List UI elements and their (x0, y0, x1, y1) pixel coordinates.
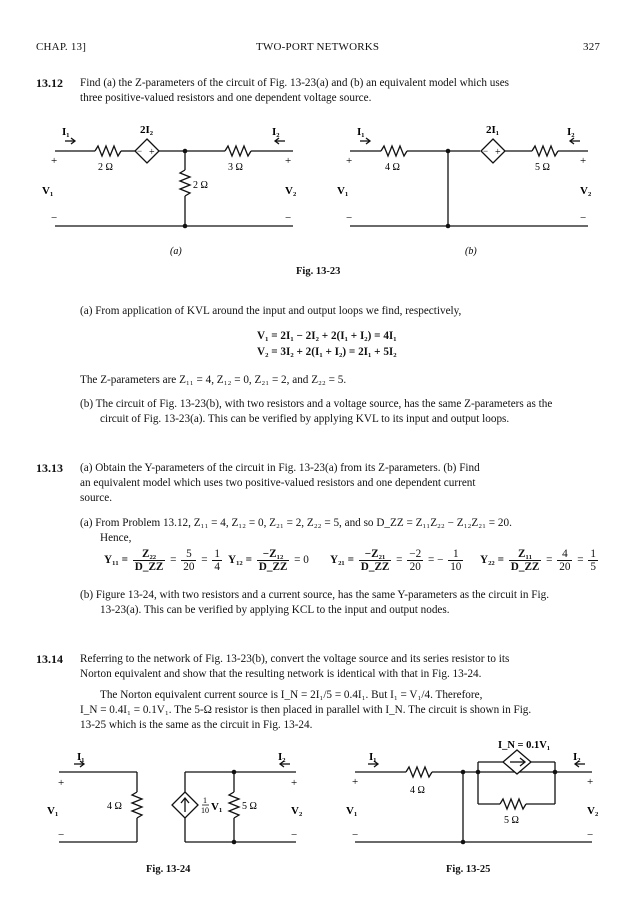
label-V2: V₂ (580, 185, 592, 197)
y22-r1-den: 20 (559, 561, 571, 573)
label-V1: V₁ (47, 805, 59, 817)
y11-den: D_ZZ (134, 561, 164, 573)
problem-13-13-text-line2: an equivalent model which uses two positive-valued resistors and one dependent current (80, 477, 476, 489)
figure-13-25-circuit (340, 740, 612, 862)
ccs-coefficient-den: 10 (201, 806, 209, 815)
problem-13-12-part-b-line2: circuit of Fig. 13-23(a). This can be verified by applying KVL to its input and output loops. (100, 413, 510, 425)
problem-13-14-body-line3: 13-25 which is the same as the circuit in Fig. 13-24. (80, 719, 313, 731)
y21-equation: Y₂₁ = $\frac{\text{−Z₂₁}}{D\_ZZ}$ = $\frac{-2}{20}$ = − $\frac{1}{10}$ (330, 548, 462, 573)
label-I1: I₁ (62, 126, 70, 138)
z-parameters-result: The Z-parameters are Z₁₁ = 4, Z₁₂ = 0, Z₂₁ = 2, and Z₂₂ = 5. (80, 374, 347, 386)
label-V2: V₂ (587, 805, 599, 817)
y22-r1-num: 4 (557, 548, 572, 561)
y22-r2-num: 1 (590, 548, 596, 560)
y22-den: D_ZZ (510, 561, 540, 573)
label-V2: V₂ (291, 805, 303, 817)
resistor-label-4ohm: 4 Ω (385, 162, 400, 173)
port2-minus: − (580, 212, 587, 224)
resistor-label-3ohm: 3 Ω (228, 162, 243, 173)
problem-13-14-body-line2: I_N = 0.4I₁ = 0.1V₁. The 5-Ω resistor is then placed in parallel with I_N. The circuit is shown in Fig. (80, 704, 532, 716)
label-V2: V₂ (285, 185, 297, 197)
running-title: TWO-PORT NETWORKS (256, 41, 380, 53)
y12-num: −Z₁₂ (257, 548, 290, 561)
problem-13-12-part-b-line1: (b) The circuit of Fig. 13-23(b), with two resistors and a voltage source, has the same Z-parameters as the (80, 398, 553, 410)
source-minus: − (483, 146, 489, 156)
y21-den: D_ZZ (360, 561, 390, 573)
ccs-control-variable: V₁ (211, 801, 223, 813)
subfigure-label-b: (b) (465, 246, 477, 257)
resistor-label-5ohm: 5 Ω (535, 162, 550, 173)
dependent-source-label: 2I₁ (486, 124, 500, 136)
dependent-source-label: 2I₂ (140, 124, 154, 136)
figure-13-24-circuit (44, 752, 316, 862)
y21-num: −Z₂₁ (359, 548, 392, 561)
kvl-equation-1: V₁ = 2I₁ − 2I₂ + 2(I₁ + I₂) = 4I₁ (257, 330, 397, 342)
source-plus: + (149, 147, 155, 158)
port1-plus: + (51, 155, 58, 167)
problem-13-13-text-line3: source. (80, 492, 112, 504)
y21-minus: = − (427, 554, 444, 567)
port2-minus: − (291, 829, 298, 841)
problem-13-13-part-a-line2: Hence, (100, 532, 132, 544)
figure-caption-13-24: Fig. 13-24 (146, 864, 191, 875)
source-minus: − (137, 146, 143, 156)
port1-plus: + (352, 776, 359, 788)
port1-minus: − (58, 829, 65, 841)
chapter-label: CHAP. 13] (36, 41, 87, 53)
y21-r2-num: 1 (448, 548, 463, 561)
problem-13-13-part-b-line2: 13-23(a). This can be verified by applying KCL to the input and output nodes. (100, 604, 450, 616)
label-I1: I₁ (369, 751, 377, 763)
y11-num: Z₂₂ (133, 548, 166, 561)
y21-r1-num: −2 (409, 548, 422, 560)
port2-minus: − (285, 212, 292, 224)
resistor-label-5ohm: 5 Ω (504, 815, 519, 826)
resistor-label-4ohm: 4 Ω (107, 801, 122, 812)
problem-number-13-13: 13.13 (36, 461, 63, 475)
resistor-label-shunt-2ohm: 2 Ω (193, 180, 208, 191)
port1-minus: − (352, 829, 359, 841)
figure-13-23b-circuit (335, 120, 605, 260)
y11-r2-den: 4 (214, 561, 220, 573)
figure-caption-13-23: Fig. 13-23 (296, 266, 341, 277)
resistor-label-4ohm: 4 Ω (410, 785, 425, 796)
y11-equation: Y₁₁ = $\frac{\text{Z₂₂}}{D\_ZZ}$ = $\frac{5}{20}$ = $\frac{1}{4}$ (104, 548, 220, 573)
problem-13-13-part-a-line1: (a) From Problem 13.12, Z₁₁ = 4, Z₁₂ = 0, Z₂₁ = 2, Z₂₂ = 5, and so D_ZZ = Z₁₁Z₂₂ − Z₁₂Z₂₁ = 20. (80, 517, 512, 529)
problem-13-14-text-line2: Norton equivalent and show that the resulting network is identical with that in Fig. 13-24. (80, 668, 482, 680)
figure-13-23a-circuit (40, 120, 310, 260)
y11-r2-num: 1 (214, 548, 220, 560)
problem-13-12-text-line1: Find (a) the Z-parameters of the circuit of Fig. 13-23(a) and (b) an equivalent model which uses (80, 77, 510, 89)
y22-equation: Y₂₂ = $\frac{\text{Z₁₁}}{D\_ZZ}$ = $\frac{4}{20}$ = $\frac{1}{5}$ (480, 548, 596, 573)
page-number: 327 (583, 41, 601, 53)
subfigure-label-a: (a) (170, 246, 182, 257)
y11-r1-num: 5 (181, 548, 196, 561)
port1-minus: − (346, 212, 353, 224)
y11-r1-den: 20 (183, 561, 195, 573)
resistor-label-2ohm: 2 Ω (98, 162, 113, 173)
source-plus: + (495, 147, 501, 158)
problem-number-13-14: 13.14 (36, 652, 63, 666)
problem-13-13-text-line1: (a) Obtain the Y-parameters of the circuit in Fig. 13-23(a) from its Z-parameters. (b) Find (80, 462, 480, 474)
port2-plus: + (580, 155, 587, 167)
port2-plus: + (291, 777, 298, 789)
y12-lhs: Y₁₂ = (228, 554, 252, 567)
label-I2: I₂ (272, 126, 280, 138)
resistor-label-5ohm: 5 Ω (242, 801, 257, 812)
label-I2: I₂ (278, 752, 286, 763)
port1-plus: + (58, 777, 65, 789)
y21-r1-den: 20 (409, 561, 421, 573)
port2-plus: + (285, 155, 292, 167)
label-I1: I₁ (357, 126, 365, 138)
y21-r2-den: 10 (450, 561, 462, 573)
y12-den: D_ZZ (258, 561, 288, 573)
y21-lhs: Y₂₁ = (330, 554, 354, 567)
y22-num: Z₁₁ (509, 548, 542, 561)
problem-13-12-part-a: (a) From application of KVL around the input and output loops we find, respectively, (80, 305, 462, 317)
problem-13-12-text-line2: three positive-valued resistors and one dependent voltage source. (80, 92, 372, 104)
y22-r2-den: 5 (590, 561, 596, 573)
y11-lhs: Y₁₁ = (104, 554, 128, 567)
problem-number-13-12: 13.12 (36, 76, 63, 90)
y12-equation (228, 548, 309, 573)
label-V1: V₁ (337, 185, 349, 197)
problem-13-14-text-line1: Referring to the network of Fig. 13-23(b), convert the voltage source and its series resistor to its (80, 653, 510, 665)
y12-result: = 0 (294, 554, 309, 567)
label-I2: I₂ (573, 751, 581, 763)
kvl-equation-2: V₂ = 3I₂ + 2(I₁ + I₂) = 2I₁ + 5I₂ (257, 346, 397, 358)
problem-13-13-part-b-line1: (b) Figure 13-24, with two resistors and a current source, has the same Y-parameters as the circuit in Fig. (80, 589, 550, 601)
problem-13-14-body-line1: The Norton equivalent current source is I_N = 2I₁/5 = 0.4I₁. But I₁ = V₁/4. Therefore, (100, 689, 483, 701)
norton-source-label: I_N = 0.1V₁ (498, 740, 551, 751)
label-V1: V₁ (42, 185, 54, 197)
port2-minus: − (587, 829, 594, 841)
port1-plus: + (346, 155, 353, 167)
y22-lhs: Y₂₂ = (480, 554, 504, 567)
label-I2: I₂ (567, 126, 575, 138)
ccs-coefficient-num: 1 (203, 796, 207, 805)
port2-plus: + (587, 776, 594, 788)
figure-caption-13-25: Fig. 13-25 (446, 864, 491, 875)
label-V1: V₁ (346, 805, 358, 817)
port1-minus: − (51, 212, 58, 224)
label-I1: I₁ (77, 752, 85, 763)
